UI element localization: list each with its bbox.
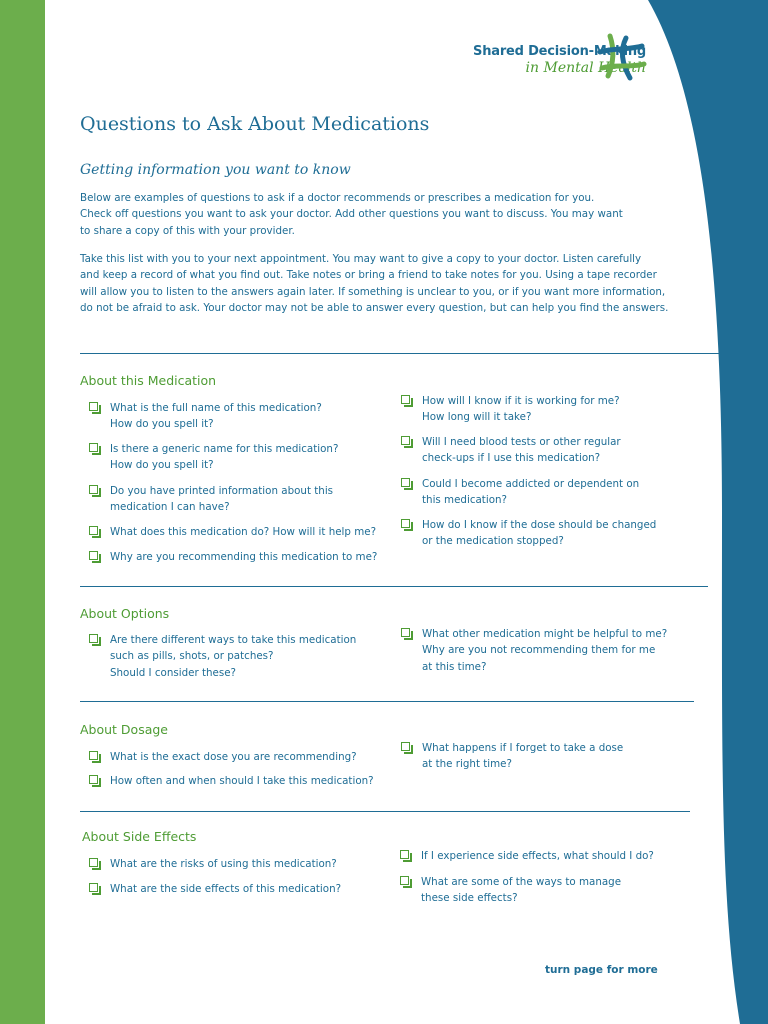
page-subtitle: Getting information you want to know xyxy=(80,162,351,178)
checkbox-question[interactable] xyxy=(89,400,322,433)
section-heading-side-effects: About Side Effects xyxy=(82,829,197,844)
checkbox-question[interactable] xyxy=(89,881,341,897)
question-text: Is there a generic name for this medication? How do you spell it? xyxy=(110,443,339,472)
question-text: Do you have printed information about this medication I can have? xyxy=(110,485,334,514)
intro-paragraph-2: Take this list with you to your next appointment. You may want to give a copy to your doctor. Listen carefully and keep a record of what you find out. Take notes or bring a friend to take notes for you. Using a tape recorder will allow you to listen to the answers again later. If something is unclear to you, or if you want more information, do not be afraid to ask. Your doctor may not be able to answer every question, but can help you find the answers. xyxy=(80,253,669,314)
checkbox-icon[interactable] xyxy=(401,478,410,487)
question-text: Are there different ways to take this medication such as pills, shots, or patches? Should I consider these? xyxy=(110,634,357,679)
section-heading-options: About Options xyxy=(80,606,170,621)
section-divider xyxy=(80,811,690,812)
question-text: If I experience side effects, what should I do? xyxy=(421,850,654,862)
checkbox-icon[interactable] xyxy=(89,402,98,411)
checkbox-question[interactable] xyxy=(89,632,356,681)
checkbox-icon[interactable] xyxy=(89,443,98,452)
checkbox-question[interactable] xyxy=(89,549,377,565)
checkbox-icon[interactable] xyxy=(89,634,98,643)
checkbox-question[interactable] xyxy=(401,740,623,773)
question-text: What are the risks of using this medication? xyxy=(110,858,337,870)
section-heading-medication: About this Medication xyxy=(80,373,217,388)
question-text: What is the exact dose you are recommending? xyxy=(110,751,357,763)
checkbox-icon[interactable] xyxy=(400,876,409,885)
page-title: Questions to Ask About Medications xyxy=(80,113,430,135)
checkbox-question[interactable] xyxy=(89,773,374,789)
question-text: Why are you recommending this medication to me? xyxy=(110,551,378,563)
checkbox-icon[interactable] xyxy=(89,775,98,784)
section-divider xyxy=(80,701,694,702)
checkbox-icon[interactable] xyxy=(401,436,410,445)
checkbox-icon[interactable] xyxy=(401,742,410,751)
checkbox-question[interactable] xyxy=(401,476,639,509)
checkbox-question[interactable] xyxy=(401,393,620,426)
question-text: What is the full name of this medication? How do you spell it? xyxy=(110,402,322,431)
question-text: What are the side effects of this medication? xyxy=(110,883,342,895)
checkbox-question[interactable] xyxy=(401,626,667,675)
checkbox-icon[interactable] xyxy=(89,551,98,560)
checkbox-icon[interactable] xyxy=(401,628,410,637)
checkbox-question[interactable] xyxy=(89,524,376,540)
checkbox-icon[interactable] xyxy=(89,883,98,892)
question-text: What other medication might be helpful to me? Why are you not recommending them for me at this time? xyxy=(422,628,668,673)
checkbox-question[interactable] xyxy=(89,856,337,872)
checkbox-icon[interactable] xyxy=(89,858,98,867)
checkbox-icon[interactable] xyxy=(89,485,98,494)
question-text: How often and when should I take this medication? xyxy=(110,775,374,787)
logo-line2: in Mental Health xyxy=(525,60,646,76)
section-heading-dosage: About Dosage xyxy=(80,722,169,737)
checkbox-icon[interactable] xyxy=(401,395,410,404)
checkbox-question[interactable] xyxy=(401,517,656,550)
checkbox-icon[interactable] xyxy=(400,850,409,859)
checkbox-question[interactable] xyxy=(400,874,621,907)
question-text: Will I need blood tests or other regular check-ups if I use this medication? xyxy=(422,436,621,465)
section-divider xyxy=(80,586,708,587)
checkbox-question[interactable] xyxy=(89,483,333,516)
logo-line1: Shared Decision-Making xyxy=(473,44,646,59)
question-text: What are some of the ways to manage these side effects? xyxy=(421,876,622,905)
checkbox-icon[interactable] xyxy=(89,526,98,535)
woven-cross-logo-icon xyxy=(596,32,648,84)
turn-page-note: turn page for more xyxy=(545,964,658,976)
question-text: What does this medication do? How will it help me? xyxy=(110,526,377,538)
checkbox-question[interactable] xyxy=(401,434,621,467)
question-text: What happens if I forget to take a dose at the right time? xyxy=(422,742,624,771)
intro-paragraph-1: Below are examples of questions to ask if a doctor recommends or prescribes a medication for you. Check off questions you want to ask your doctor. Add other questions you want to discuss. You may want to share a copy of this with your provider. xyxy=(80,192,623,237)
checkbox-question[interactable] xyxy=(89,441,338,474)
checkbox-icon[interactable] xyxy=(401,519,410,528)
checkbox-question[interactable] xyxy=(400,848,654,864)
checkbox-icon[interactable] xyxy=(89,751,98,760)
checkbox-question[interactable] xyxy=(89,749,357,765)
question-text: How do I know if the dose should be changed or the medication stopped? xyxy=(422,519,657,548)
question-text: How will I know if it is working for me? How long will it take? xyxy=(422,395,620,424)
section-divider xyxy=(80,353,722,354)
question-text: Could I become addicted or dependent on this medication? xyxy=(422,478,640,507)
